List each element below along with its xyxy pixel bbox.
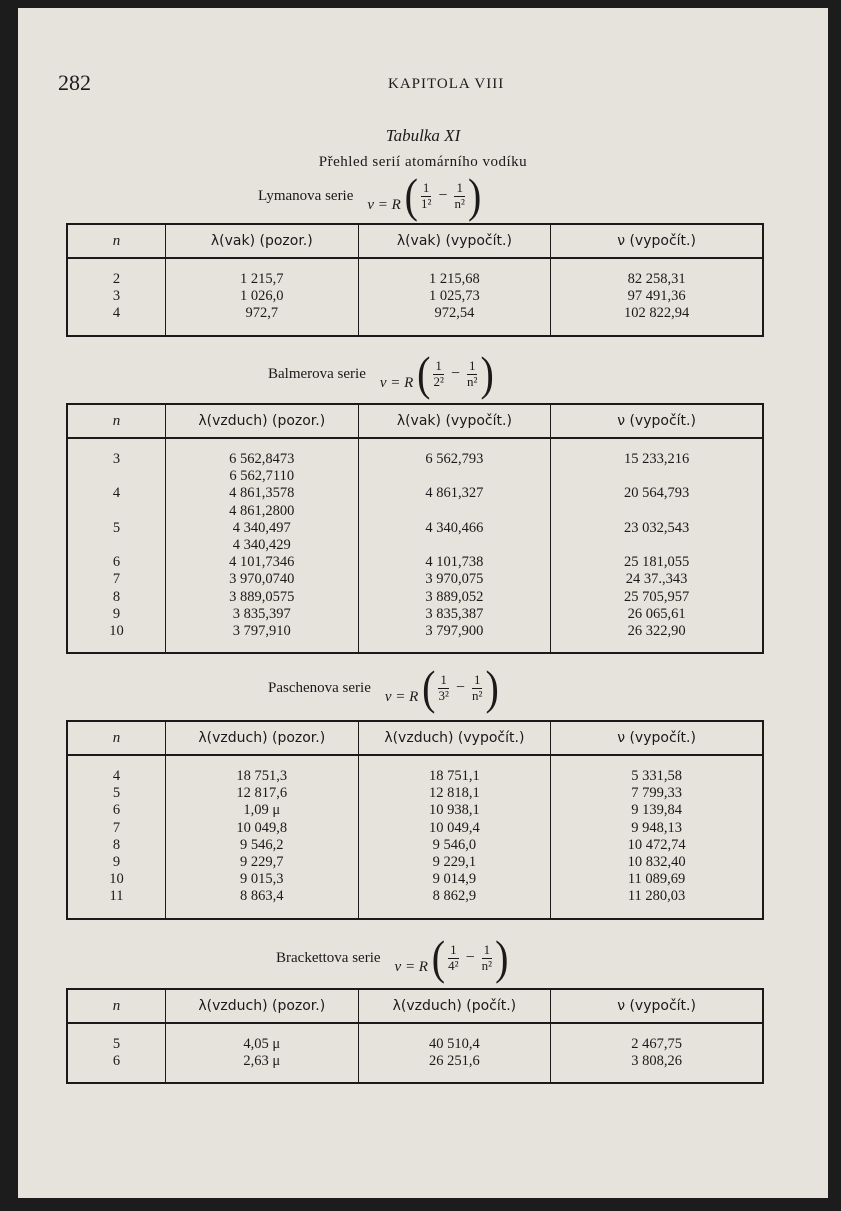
table-row xyxy=(67,802,763,819)
table-cell: 1 215,68 xyxy=(358,271,551,288)
balmer-series-heading xyxy=(268,346,494,401)
series-formula: ν = R ( 1 1² − $\frac{1}{\text{n²}}$ ) xyxy=(367,168,482,223)
table-cell: 4 101,738 xyxy=(358,554,551,571)
table-cell: 3 889,052 xyxy=(358,589,551,606)
column-header: n xyxy=(67,224,165,258)
column-header: λ(vzduch) (počít.) xyxy=(358,989,551,1023)
table-cell: 2 467,75 xyxy=(551,1036,763,1053)
table-cell: 97 491,36 xyxy=(551,288,763,305)
table-cell: 9 948,13 xyxy=(551,820,763,837)
table-cell: 3 xyxy=(112,288,121,305)
table-row xyxy=(67,520,763,537)
table-cell xyxy=(551,468,763,485)
series-label: Paschenova serie xyxy=(268,679,371,696)
table-cell: 9 546,0 xyxy=(358,837,551,854)
table-cell: 26 251,6 xyxy=(358,1053,551,1070)
brackett-table xyxy=(66,988,764,1084)
brackett-series-heading xyxy=(276,930,509,985)
table-cell: 3 835,387 xyxy=(358,606,551,623)
table-cell: 7 xyxy=(112,819,121,836)
table-cell: 9 229,1 xyxy=(358,854,551,871)
table-cell: 23 032,543 xyxy=(551,520,763,537)
table-cell: 8 863,4 xyxy=(165,888,358,905)
table-cell: 4 xyxy=(112,305,121,322)
table-cell: 3 835,397 xyxy=(165,606,358,623)
table-row xyxy=(67,1053,763,1070)
table-cell: 26 065,61 xyxy=(551,606,763,623)
table-row xyxy=(67,305,763,322)
table-cell: 18 751,1 xyxy=(358,768,551,785)
column-header: ν (vypočít.) xyxy=(551,721,763,755)
table-row xyxy=(67,485,763,502)
table-row xyxy=(67,554,763,571)
book-page xyxy=(18,8,828,1198)
column-header: λ(vzduch) (pozor.) xyxy=(165,989,358,1023)
table-cell: 3 797,910 xyxy=(165,623,358,640)
table-cell: 4,05 μ xyxy=(165,1036,358,1053)
table-subtitle: Přehled serií atomárního vodíku xyxy=(318,154,528,170)
table-cell: 15 233,216 xyxy=(551,451,763,468)
table-cell: 24 37.,343 xyxy=(551,571,763,588)
table-row xyxy=(67,288,763,305)
table-cell xyxy=(551,537,763,554)
paschen-series-heading xyxy=(268,660,499,715)
table-cell: 9 014,9 xyxy=(358,871,551,888)
table-cell: 5 331,58 xyxy=(551,768,763,785)
table-cell: 9 xyxy=(112,605,121,622)
table-cell: 11 xyxy=(109,888,124,905)
table-cell: 3 970,0740 xyxy=(165,571,358,588)
table-row xyxy=(67,451,763,468)
table-cell: 20 564,793 xyxy=(551,485,763,502)
page-number: 282 xyxy=(58,70,91,95)
table-cell: 4 861,3578 xyxy=(165,485,358,502)
table-cell: 11 089,69 xyxy=(551,871,763,888)
table-cell: 6 xyxy=(112,802,121,819)
table-cell: 3 797,900 xyxy=(358,623,551,640)
table-cell: 12 818,1 xyxy=(358,785,551,802)
table-cell: 4 xyxy=(112,485,121,502)
table-cell xyxy=(67,468,165,485)
table-cell: 8 862,9 xyxy=(358,888,551,905)
chapter-title: KAPITOLA VIII xyxy=(388,76,505,92)
table-cell: 4 xyxy=(112,768,121,784)
table-cell: 1,09 μ xyxy=(165,802,358,819)
table-cell: 26 322,90 xyxy=(551,623,763,640)
table-row xyxy=(67,271,763,288)
table-row xyxy=(67,1036,763,1053)
table-cell: 1 026,0 xyxy=(165,288,358,305)
table-cell: 7 799,33 xyxy=(551,785,763,802)
table-cell: 4 340,497 xyxy=(165,520,358,537)
table-cell: 10 472,74 xyxy=(551,837,763,854)
table-cell: 7 xyxy=(112,571,121,588)
table-row xyxy=(67,537,763,554)
table-cell: 25 181,055 xyxy=(551,554,763,571)
table-cell: 9 229,7 xyxy=(165,854,358,871)
table-row xyxy=(67,571,763,588)
paschen-table xyxy=(66,720,764,920)
table-cell: 25 705,957 xyxy=(551,589,763,606)
table-row xyxy=(67,468,763,485)
column-header: ν (vypočít.) xyxy=(551,224,763,258)
table-cell: 10 938,1 xyxy=(358,802,551,819)
table-cell: 6 562,7110 xyxy=(165,468,358,485)
table-cell: 40 510,4 xyxy=(358,1036,551,1053)
table-cell: 3 970,075 xyxy=(358,571,551,588)
table-cell: 6 562,793 xyxy=(358,451,551,468)
table-cell: 1 215,7 xyxy=(165,271,358,288)
column-header: λ(vzduch) (pozor.) xyxy=(165,404,358,438)
series-formula: ν = R ( 1 3² − $\frac{1}{\text{n²}}$ ) xyxy=(384,660,499,715)
table-cell: 9 015,3 xyxy=(165,871,358,888)
table-cell: 2 xyxy=(112,271,121,287)
table-cell xyxy=(67,503,165,520)
table-cell xyxy=(358,537,551,554)
column-header: n xyxy=(67,989,165,1023)
table-row xyxy=(67,768,763,785)
table-cell: 10 049,4 xyxy=(358,820,551,837)
table-row xyxy=(67,503,763,520)
column-header: λ(vak) (pozor.) xyxy=(165,224,358,258)
table-cell: 12 817,6 xyxy=(165,785,358,802)
table-title: Tabulka XI xyxy=(385,126,461,145)
table-cell: 8 xyxy=(112,836,121,853)
series-formula: ν = R ( 1 4² − $\frac{1}{\text{n²}}$ ) xyxy=(394,930,509,985)
series-formula: ν = R ( 1 2² − $\frac{1}{\text{n²}}$ ) xyxy=(379,346,494,401)
lyman-table xyxy=(66,223,764,337)
column-header: λ(vak) (vypočít.) xyxy=(358,224,551,258)
column-header: ν (vypočít.) xyxy=(551,404,763,438)
table-cell xyxy=(358,468,551,485)
table-row xyxy=(67,820,763,837)
lyman-series-heading xyxy=(258,168,482,223)
column-header: λ(vzduch) (vypočít.) xyxy=(358,721,551,755)
column-header: n xyxy=(67,404,165,438)
table-cell: 972,54 xyxy=(358,305,551,322)
table-row xyxy=(67,785,763,802)
table-cell: 4 340,466 xyxy=(358,520,551,537)
series-label: Balmerova serie xyxy=(268,365,366,382)
table-row xyxy=(67,854,763,871)
balmer-table xyxy=(66,403,764,654)
page-header xyxy=(58,70,798,100)
table-cell: 10 049,8 xyxy=(165,820,358,837)
table-row xyxy=(67,606,763,623)
table-cell: 3 xyxy=(112,451,121,467)
table-row xyxy=(67,589,763,606)
table-cell: 8 xyxy=(112,588,121,605)
table-cell: 5 xyxy=(112,1036,121,1052)
table-cell: 18 751,3 xyxy=(165,768,358,785)
table-cell: 10 xyxy=(109,623,124,640)
table-cell xyxy=(358,503,551,520)
table-cell: 5 xyxy=(112,785,121,802)
table-row xyxy=(67,623,763,640)
table-cell: 4 101,7346 xyxy=(165,554,358,571)
series-label: Lymanova serie xyxy=(258,187,354,204)
table-row xyxy=(67,888,763,905)
column-header: λ(vzduch) (pozor.) xyxy=(165,721,358,755)
table-cell: 11 280,03 xyxy=(551,888,763,905)
column-header: ν (vypočít.) xyxy=(551,989,763,1023)
table-cell: 10 832,40 xyxy=(551,854,763,871)
table-cell: 5 xyxy=(112,519,121,536)
table-cell: 9 546,2 xyxy=(165,837,358,854)
table-cell: 3 889,0575 xyxy=(165,589,358,606)
table-cell: 6 xyxy=(112,554,121,571)
table-cell: 9 xyxy=(112,854,121,871)
column-header: n xyxy=(67,721,165,755)
table-row xyxy=(67,871,763,888)
table-cell: 972,7 xyxy=(165,305,358,322)
series-label: Brackettova serie xyxy=(276,949,381,966)
table-cell: 4 861,327 xyxy=(358,485,551,502)
table-cell xyxy=(551,503,763,520)
table-cell: 1 025,73 xyxy=(358,288,551,305)
table-cell: 9 139,84 xyxy=(551,802,763,819)
table-cell: 102 822,94 xyxy=(551,305,763,322)
table-cell: 82 258,31 xyxy=(551,271,763,288)
table-cell: 3 808,26 xyxy=(551,1053,763,1070)
table-row xyxy=(67,837,763,854)
table-cell: 2,63 μ xyxy=(165,1053,358,1070)
table-cell: 10 xyxy=(109,871,124,888)
table-cell: 4 340,429 xyxy=(165,537,358,554)
table-cell: 6 xyxy=(112,1053,121,1070)
table-cell xyxy=(67,537,165,554)
table-cell: 4 861,2800 xyxy=(165,503,358,520)
column-header: λ(vak) (vypočít.) xyxy=(358,404,551,438)
table-cell: 6 562,8473 xyxy=(165,451,358,468)
